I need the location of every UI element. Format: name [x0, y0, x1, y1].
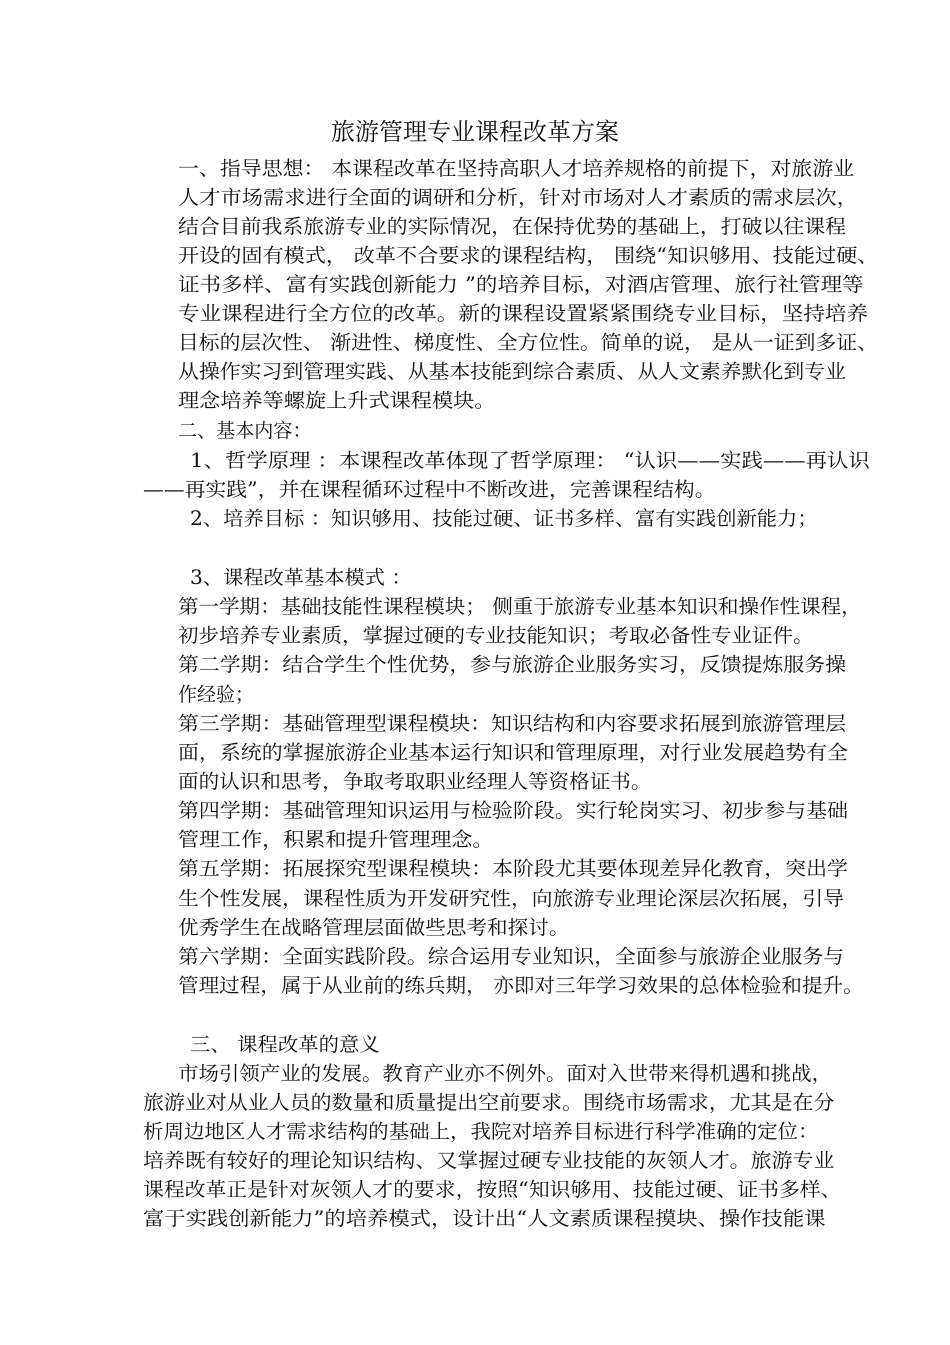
text-line: 面的认识和思考，争取考取职业经理人等资格证书。: [178, 770, 652, 793]
text-line: 3、课程改革基本模式 ：: [190, 566, 412, 589]
text-line: 旅游业对从业人员的数量和质量提出空前要求。围绕市场需求，尤其是在分: [143, 1091, 835, 1114]
text-line: 二、基本内容：: [178, 419, 312, 442]
text-line: 结合目前我系旅游专业的实际情况，在保持优势的基础上，打破以往课程: [178, 215, 847, 238]
text-line: 初步培养专业素质，掌握过硬的专业技能知识；考取必备性专业证件。: [178, 624, 814, 647]
text-line: 理念培养等螺旋上升式课程模块。: [178, 389, 496, 412]
text-line: 三、 课程改革的意义: [190, 1033, 380, 1056]
text-line: ——再实践”，并在课程循环过程中不断改进，完善课程结构。: [143, 478, 716, 501]
text-line: 2、培养目标 ：知识够用、技能过硬、证书多样、富有实践创新能力；: [190, 507, 818, 530]
text-line: 第一学期：基础技能性课程模块； 侧重于旅游专业基本知识和操作性课程，: [178, 595, 862, 618]
text-line: 从操作实习到管理实践、从基本技能到综合素质、从人文素养默化到专业: [178, 360, 847, 383]
text-line: 一、指导思想： 本课程改革在坚持高职人才培养规格的前提下，对旅游业: [178, 157, 855, 180]
text-line: 第三学期：基础管理型课程模块：知识结构和内容要求拓展到旅游管理层: [178, 712, 847, 735]
text-line: 证书多样、富有实践创新能力 ”的培养目标，对酒店管理、旅行社管理等: [178, 273, 864, 296]
text-line: 1、哲学原理 ：本课程改革体现了哲学原理： “认识——实践——再认识: [190, 449, 870, 472]
text-line: 析周边地区人才需求结构的基础上，我院对培养目标进行科学准确的定位：: [143, 1120, 819, 1143]
text-line: 管理过程，属于从业前的练兵期， 亦即对三年学习效果的总体检验和提升。: [178, 974, 864, 997]
text-line: 第四学期：基础管理知识运用与检验阶段。实行轮岗实习、初步参与基础: [178, 799, 849, 822]
text-line: 管理工作，积累和提升管理理念。: [178, 828, 494, 851]
text-line: 生个性发展，课程性质为开发研究性，向旅游专业理论深层次拓展，引导: [178, 887, 845, 910]
text-line: 课程改革正是针对灰领人才的要求，按照“知识够用、技能过硬、证书多样、: [143, 1178, 842, 1201]
text-line: 作经验；: [178, 683, 255, 706]
text-line: 市场引领产业的发展。教育产业亦不例外。面对入世带来得机遇和挑战，: [178, 1062, 833, 1085]
text-line: 第二学期：结合学生个性优势，参与旅游企业服务实习，反馈提炼服务操: [178, 653, 847, 676]
document-title: 旅游管理专业课程改革方案: [331, 118, 619, 146]
text-line: 专业课程进行全方位的改革。新的课程设置紧紧围绕专业目标，坚持培养: [178, 302, 869, 325]
text-line: 优秀学生在战略管理层面做些思考和探讨。: [178, 916, 570, 939]
text-line: 目标的层次性、 渐进性、梯度性、全方位性。简单的说， 是从一证到多证、: [178, 331, 878, 354]
text-line: 富于实践创新能力”的培养模式，设计出“人文素质课程摸块、操作技能课: [143, 1207, 826, 1230]
text-line: 人才市场需求进行全面的调研和分析，针对市场对人才素质的需求层次，: [178, 186, 858, 209]
text-line: 开设的固有模式， 改革不合要求的课程结构， 围绕“知识够用、技能过硬、: [178, 244, 879, 267]
text-line: 培养既有较好的理论知识结构、又掌握过硬专业技能的灰领人才。旅游专业: [143, 1149, 835, 1172]
text-line: 第五学期：拓展探究型课程模块：本阶段尤其要体现差异化教育，突出学: [178, 857, 849, 880]
text-line: 面，系统的掌握旅游企业基本运行知识和管理原理，对行业发展趋势有全: [178, 741, 849, 764]
text-line: 第六学期：全面实践阶段。综合运用专业知识，全面参与旅游企业服务与: [178, 945, 845, 968]
